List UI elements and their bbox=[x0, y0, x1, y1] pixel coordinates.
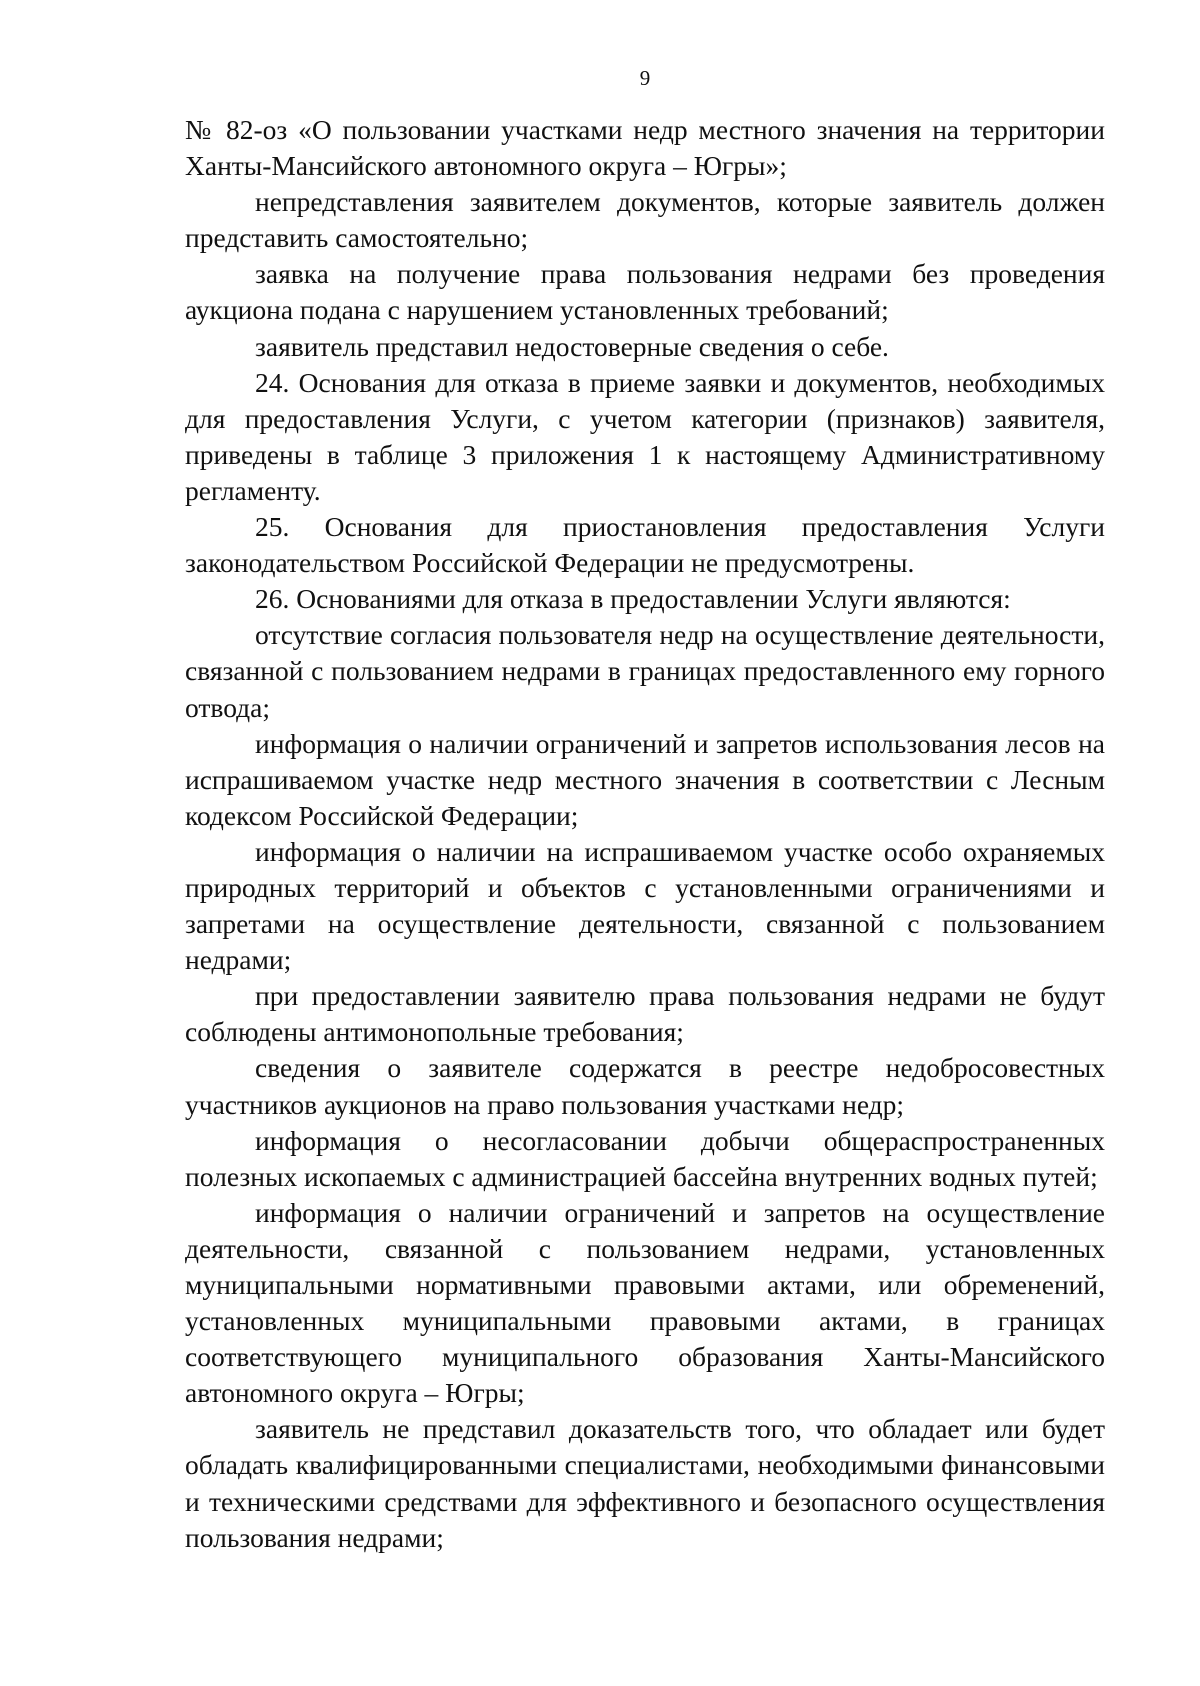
paragraph-protected-territories: информация о наличии на испрашиваемом участке особо охраняемых природных территорий и объектов с установленными ограничениями и запретами на осуществление деятельности, связанной с пользованием недрами; bbox=[185, 835, 1105, 976]
paragraph-item-25: 25. Основания для приостановления предоставления Услуги законодательством Российской Федерации не предусмотрены. bbox=[185, 511, 1105, 579]
paragraph-missing-documents: непредставления заявителем документов, которые заявитель должен представить самостоятельно; bbox=[185, 186, 1105, 254]
paragraph-item-26: 26. Основаниями для отказа в предоставлении Услуги являются: bbox=[255, 583, 1011, 615]
paragraph-municipal-restrictions: информация о наличии ограничений и запретов на осуществление деятельности, связанной с пользованием недрами, установленных муниципальными нормативными правовыми актами, или обременений, установленных муниципальными правовыми актами, в границах соответствующего муниципального образования Ханты-Мансийского автономного округа – Югры; bbox=[185, 1196, 1105, 1409]
paragraph-no-consent: отсутствие согласия пользователя недр на осуществление деятельности, связанной с пользованием недрами в границах предоставленного ему горного отвода; bbox=[185, 619, 1105, 723]
paragraph-forest-restrictions: информация о наличии ограничений и запретов использования лесов на испрашиваемом участке недр местного значения в соответствии с Лесным кодексом Российской Федерации; bbox=[185, 727, 1105, 831]
paragraph-item-24: 24. Основания для отказа в приеме заявки и документов, необходимых для предоставления Услуги, с учетом категории (признаков) заявителя, приведены в таблице 3 приложения 1 к настоящему Административному регламенту. bbox=[185, 366, 1105, 506]
page-number: 9 bbox=[639, 66, 651, 90]
paragraph-application-violation: заявка на получение права пользования недрами без проведения аукциона подана с нарушением установленных требований; bbox=[185, 258, 1105, 326]
paragraph-no-evidence: заявитель не представил доказательств того, что обладает или будет обладать квалифицированными специалистами, необходимыми финансовыми и техническими средствами для эффективного и безопасного осуществления пользования недрами; bbox=[185, 1413, 1105, 1553]
paragraph-false-information: заявитель представил недостоверные сведения о себе. bbox=[255, 330, 889, 362]
paragraph-law-reference: № 82-оз «О пользовании участками недр местного значения на территории Ханты-Мансийского автономного округа – Югры»; bbox=[185, 114, 1105, 182]
paragraph-dishonest-registry: сведения о заявителе содержатся в реестре недобросовестных участников аукционов на право пользования участками недр; bbox=[185, 1052, 1105, 1120]
document-body bbox=[185, 112, 1105, 1556]
paragraph-waterways-disagreement: информация о несогласовании добычи общераспространенных полезных ископаемых с администрацией бассейна внутренних водных путей; bbox=[185, 1124, 1105, 1192]
paragraph-antimonopoly: при предоставлении заявителю права пользования недрами не будут соблюдены антимонопольные требования; bbox=[185, 980, 1105, 1048]
